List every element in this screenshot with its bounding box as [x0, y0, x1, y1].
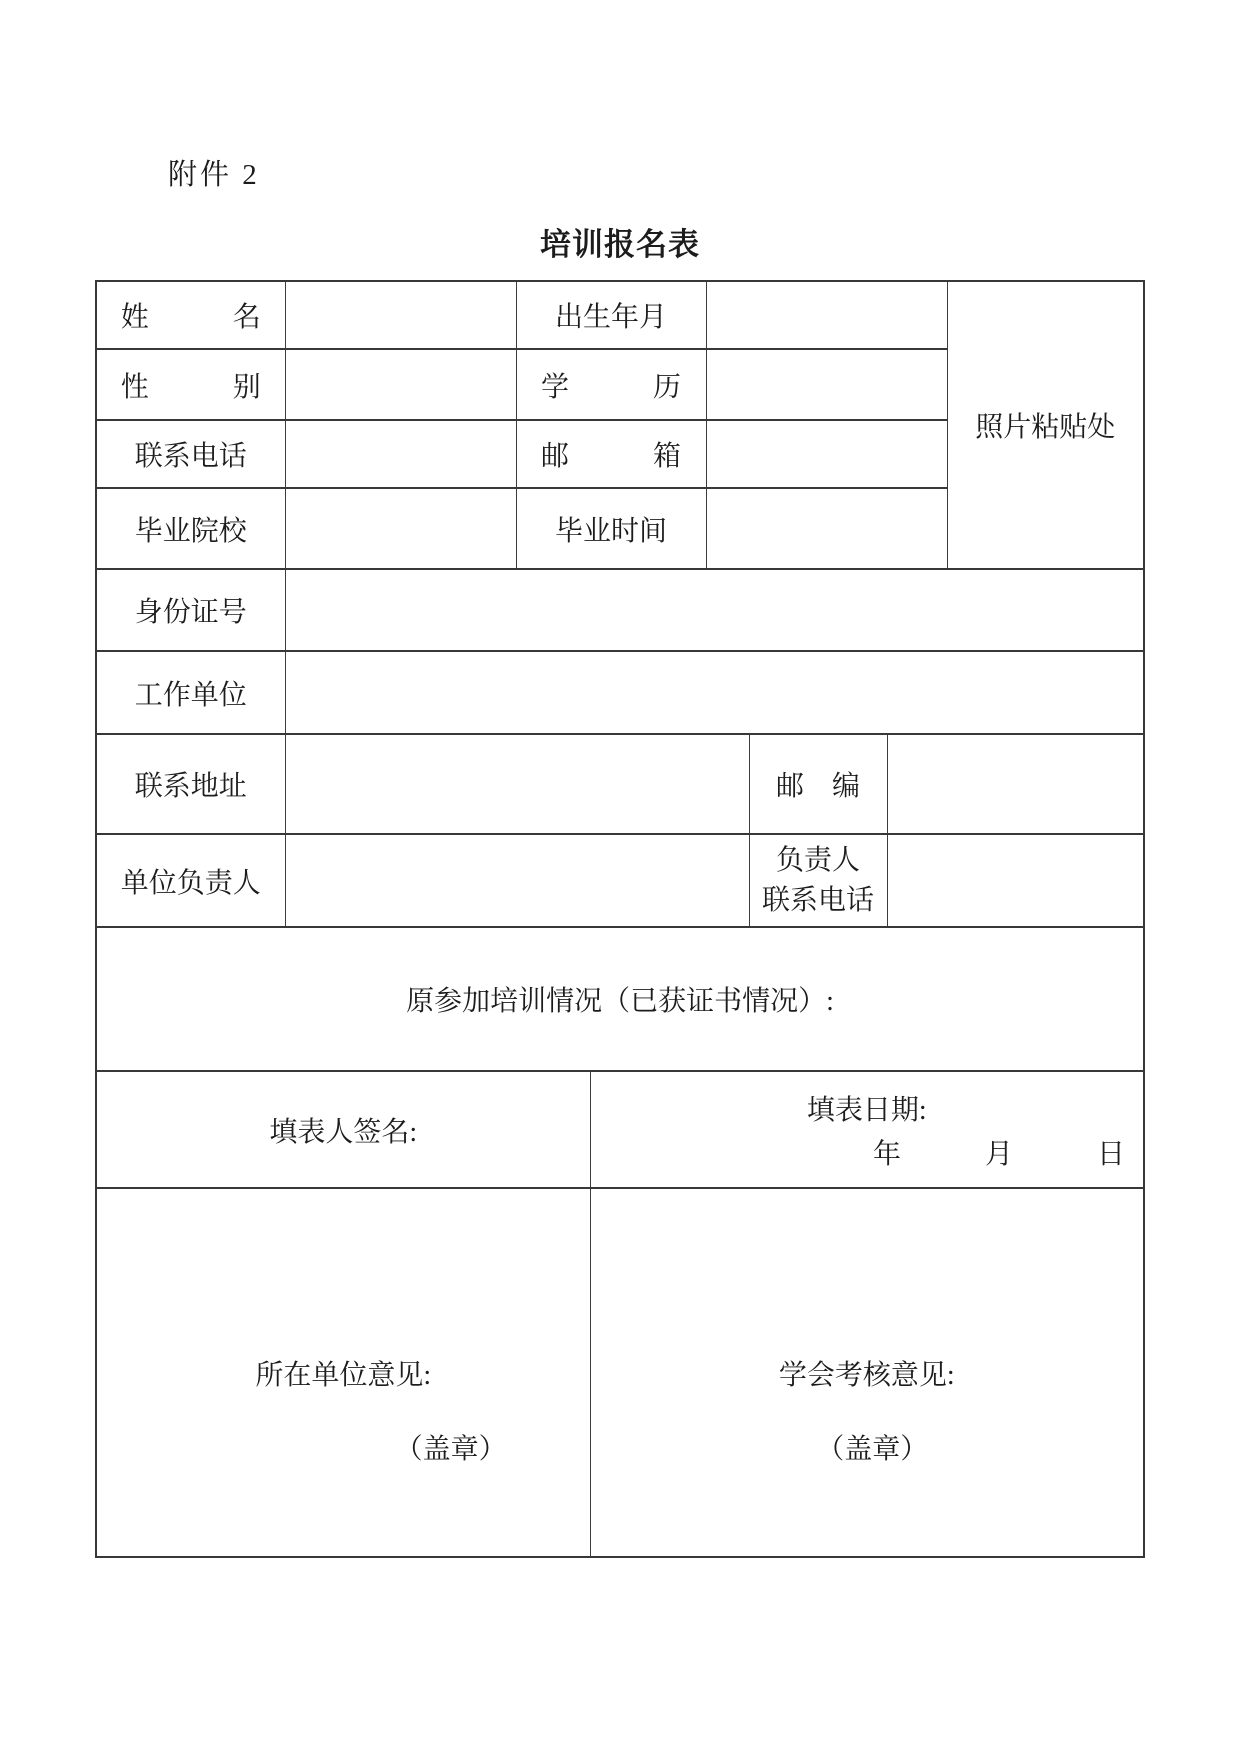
grad-time-value-cell	[706, 488, 947, 569]
school-value-cell	[285, 488, 516, 569]
address-label-cell: 联系地址	[96, 734, 285, 834]
unit-opinion-cell	[96, 1188, 590, 1557]
page-title: 培训报名表	[540, 227, 700, 262]
unit-opinion-seal-label: （盖章）	[394, 1434, 507, 1465]
table-row-id-number	[96, 569, 1144, 651]
photo-area-cell: 照片粘贴处	[947, 281, 1144, 569]
postcode-label-cell: 邮 编	[749, 734, 887, 834]
training-history-cell: 原参加培训情况（已获证书情况）:	[96, 927, 1144, 1071]
name-label-cell: 姓 名	[96, 281, 285, 349]
name-value-cell	[285, 281, 516, 349]
fill-date-cell	[590, 1071, 1144, 1188]
head-phone-label-cell	[749, 834, 887, 927]
postcode-value-cell	[887, 734, 1144, 834]
id-number-value-cell	[285, 569, 1144, 651]
employer-label-cell: 工作单位	[96, 651, 285, 734]
birth-label-cell: 出生年月	[516, 281, 706, 349]
table-row-signature-date	[96, 1071, 1144, 1188]
fill-date-label: 填表日期:	[806, 1094, 927, 1126]
employer-value-cell	[285, 651, 1144, 734]
education-value-cell	[706, 349, 947, 420]
phone-label-cell: 联系电话	[96, 420, 285, 488]
society-opinion-seal-label: （盖章）	[816, 1434, 929, 1465]
table-row-name	[96, 281, 1144, 349]
email-value-cell	[706, 420, 947, 488]
phone-value-cell	[285, 420, 516, 488]
email-label-cell: 邮 箱	[516, 420, 706, 488]
birth-value-cell	[706, 281, 947, 349]
school-label-cell: 毕业院校	[96, 488, 285, 569]
unit-head-label-cell: 单位负责人	[96, 834, 285, 927]
society-opinion-label: 学会考核意见:	[778, 1359, 955, 1391]
society-opinion-cell	[590, 1188, 1144, 1557]
education-label-cell: 学 历	[516, 349, 706, 420]
id-number-label-cell: 身份证号	[96, 569, 285, 651]
head-phone-label-line1: 负责人	[776, 844, 861, 876]
head-phone-label-line2: 联系电话	[762, 884, 875, 916]
attachment-label: 附件 2	[168, 159, 260, 191]
gender-label-cell: 性 别	[96, 349, 285, 420]
date-ymd-line: 年 月 日	[873, 1138, 1126, 1170]
table-row-employer	[96, 651, 1144, 734]
table-row-opinions	[96, 1188, 1144, 1557]
table-row-unit-head	[96, 834, 1144, 927]
signature-cell: 填表人签名:	[96, 1071, 590, 1188]
gender-value-cell	[285, 349, 516, 420]
unit-head-value-cell	[285, 834, 749, 927]
registration-table	[95, 280, 1145, 1558]
table-row-address	[96, 734, 1144, 834]
table-row-training-history	[96, 927, 1144, 1071]
grad-time-label-cell: 毕业时间	[516, 488, 706, 569]
address-value-cell	[285, 734, 749, 834]
unit-opinion-label: 所在单位意见:	[255, 1359, 432, 1391]
head-phone-value-cell	[887, 834, 1144, 927]
